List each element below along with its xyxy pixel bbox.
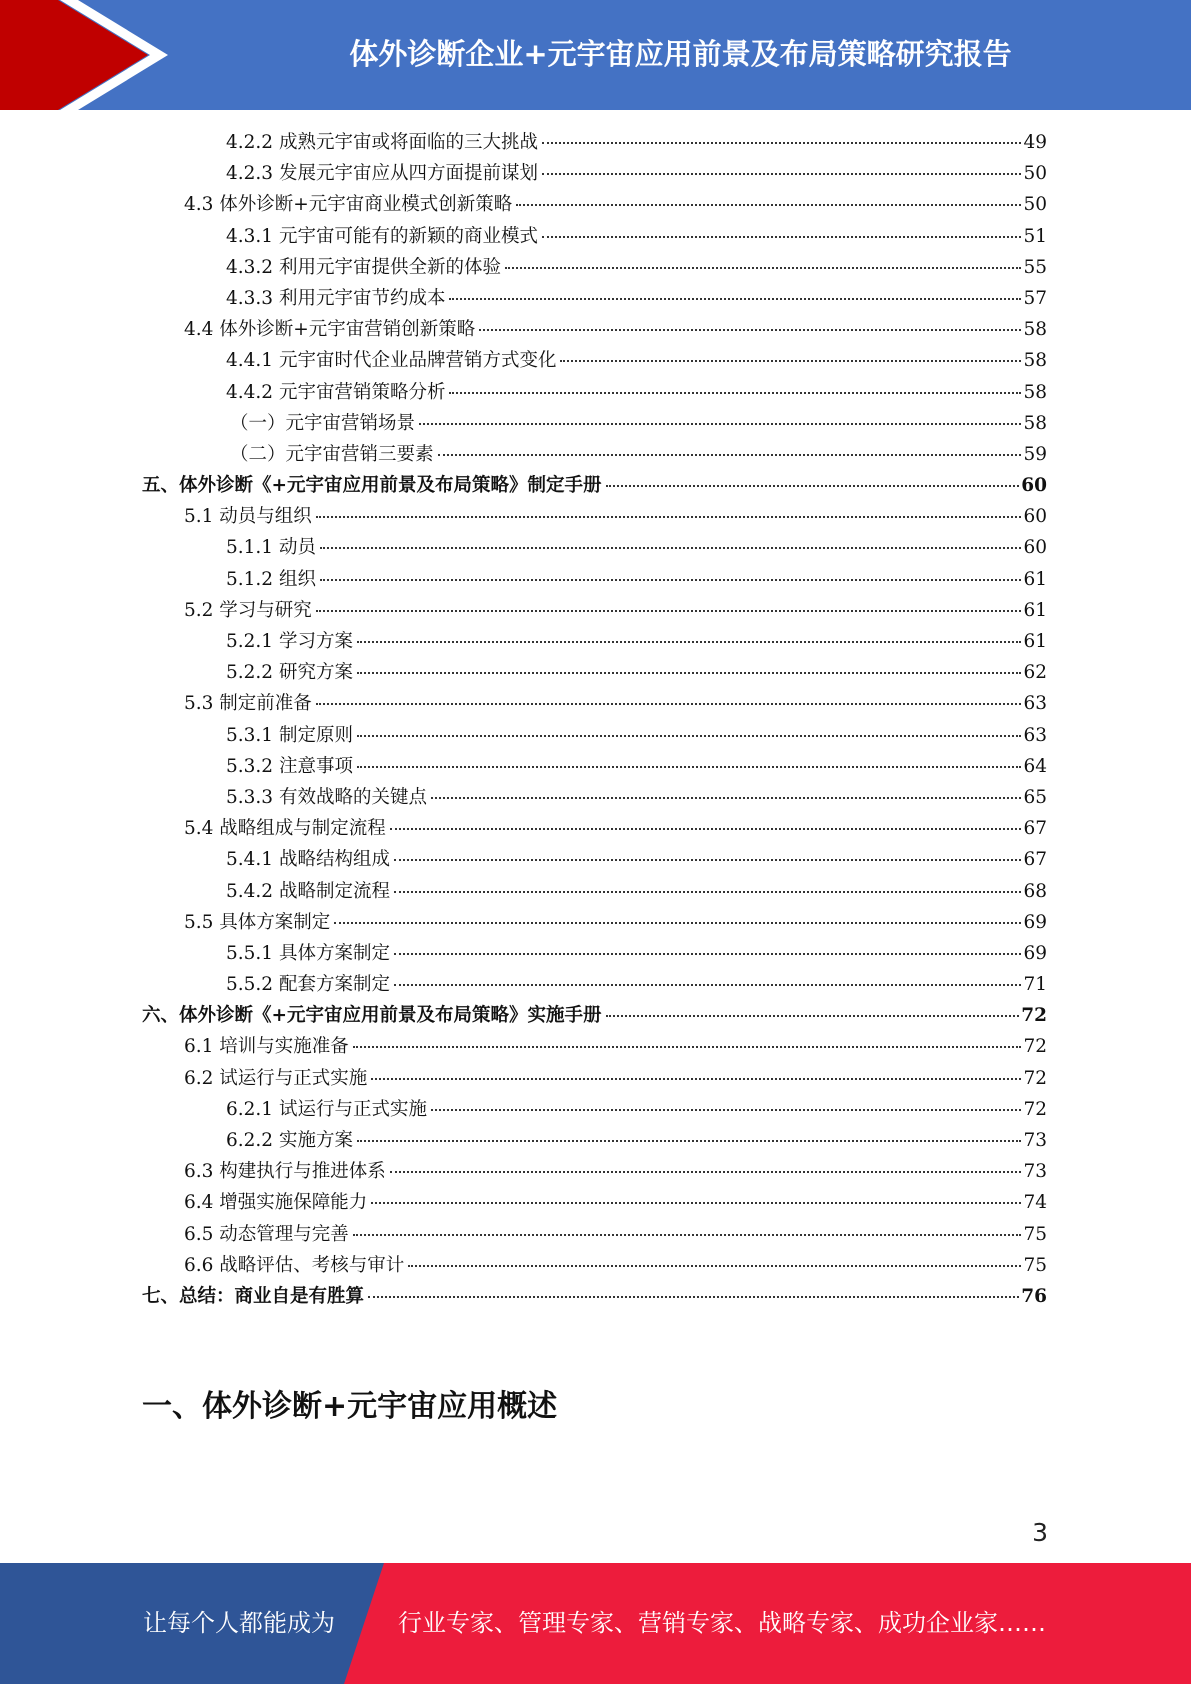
toc-dot-leader [606,485,1020,487]
toc-dot-leader [560,360,1021,362]
toc-entry-title: 五、体外诊断《+元宇宙应用前景及布局策略》制定手册 [142,475,602,497]
toc-entry-title: 5.2.1 学习方案 [226,631,353,652]
toc-dot-leader [368,1296,1019,1298]
toc-entry-title: （二）元宇宙营销三要素 [230,443,434,465]
toc-entry-page: 72 [1023,1098,1047,1120]
page-header [0,0,1191,110]
toc-entry[interactable] [142,408,1047,439]
toc-dot-leader [394,859,1021,861]
toc-entry[interactable] [142,844,1047,875]
toc-entry-title: 七、总结：商业自是有胜算 [142,1285,365,1307]
toc-entry-title: 5.2.2 研究方案 [226,662,353,684]
toc-entry-page: 57 [1023,287,1047,309]
toc-dot-leader [357,766,1022,768]
toc-entry[interactable] [142,1219,1047,1250]
toc-entry[interactable] [142,938,1047,969]
toc-entry-page: 72 [1023,1067,1047,1089]
toc-entry-title: 4.4.1 元宇宙时代企业品牌营销方式变化 [226,350,557,372]
toc-entry-title: 六、体外诊断《+元宇宙应用前景及布局策略》实施手册 [142,1005,602,1027]
toc-entry-page: 62 [1023,662,1047,684]
toc-entry[interactable] [142,1156,1047,1187]
toc-entry[interactable] [142,252,1047,283]
toc-entry[interactable] [142,377,1047,408]
toc-entry[interactable] [142,1000,1047,1031]
toc-entry-title: 6.6 战略评估、考核与审计 [184,1254,405,1276]
toc-entry-page: 72 [1021,1005,1047,1027]
toc-entry[interactable] [142,564,1047,595]
toc-entry-title: 5.3.2 注意事项 [226,755,353,777]
section-heading: 一、体外诊断+元宇宙应用概述 [142,1389,558,1424]
toc-entry[interactable] [142,626,1047,657]
toc-entry-page: 74 [1023,1192,1047,1214]
toc-entry[interactable] [142,720,1047,751]
toc-entry[interactable] [142,501,1047,532]
document-title: 体外诊断企业+元宇宙应用前景及布局策略研究报告 [349,37,1012,71]
toc-entry-title: 5.5.2 配套方案制定 [226,974,390,996]
toc-dot-leader [438,454,1022,456]
toc-entry-page: 58 [1023,381,1047,403]
toc-entry-page: 63 [1023,724,1047,746]
toc-dot-leader [449,298,1021,300]
toc-entry-page: 51 [1023,225,1047,247]
toc-dot-leader [394,953,1021,955]
toc-entry[interactable] [142,283,1047,314]
toc-dot-leader [408,1265,1021,1267]
toc-entry-page: 67 [1023,818,1047,840]
toc-entry-title: 5.3.3 有效战略的关键点 [226,786,427,808]
toc-entry-page: 64 [1023,755,1047,777]
toc-dot-leader [357,1140,1022,1142]
toc-dot-leader [419,423,1021,425]
toc-entry-page: 67 [1023,849,1047,871]
toc-entry-title: 4.3.2 利用元宇宙提供全新的体验 [226,256,501,278]
toc-entry-page: 49 [1023,132,1047,153]
toc-entry[interactable] [142,876,1047,907]
toc-entry-page: 60 [1023,506,1047,528]
toc-dot-leader [371,1078,1021,1080]
toc-entry-title: 4.4 体外诊断+元宇宙营销创新策略 [184,319,476,341]
toc-dot-leader [516,204,1021,206]
toc-entry-page: 73 [1023,1130,1047,1151]
toc-entry-title: 5.3.1 制定原则 [226,724,353,746]
toc-entry-title: 6.2.2 实施方案 [226,1130,353,1151]
toc-entry-page: 55 [1023,256,1047,278]
toc-entry-page: 50 [1023,163,1047,185]
toc-entry-page: 75 [1023,1254,1047,1276]
toc-entry[interactable] [142,595,1047,626]
toc-dot-leader [394,891,1021,893]
toc-entry-title: 4.3.1 元宇宙可能有的新颖的商业模式 [226,225,538,247]
toc-entry-page: 58 [1023,412,1047,434]
toc-entry-page: 75 [1023,1223,1047,1245]
toc-dot-leader [316,516,1022,518]
toc-entry-title: 5.5 具体方案制定 [184,911,331,933]
toc-entry-title: 5.3 制定前准备 [184,693,312,715]
page-number: 3 [1032,1518,1048,1547]
toc-entry[interactable] [142,969,1047,1000]
toc-dot-leader [371,1202,1021,1204]
toc-entry[interactable] [142,657,1047,688]
toc-entry-page: 76 [1021,1285,1047,1307]
toc-entry-page: 72 [1023,1036,1047,1058]
toc-dot-leader [431,1109,1021,1111]
table-of-contents [142,127,1047,1312]
toc-entry[interactable] [142,158,1047,189]
toc-dot-leader [542,173,1021,175]
toc-dot-leader [357,735,1022,737]
toc-entry[interactable] [142,751,1047,782]
toc-entry-title: 6.3 构建执行与推进体系 [184,1161,386,1183]
toc-dot-leader [431,797,1021,799]
toc-dot-leader [606,1015,1020,1017]
toc-dot-leader [316,610,1022,612]
toc-entry-title: 5.5.1 具体方案制定 [226,942,390,964]
toc-entry-title: 6.5 动态管理与完善 [184,1223,349,1245]
toc-entry-page: 50 [1023,194,1047,216]
toc-entry[interactable] [142,221,1047,252]
toc-entry-page: 58 [1023,319,1047,341]
toc-dot-leader [542,142,1021,144]
toc-entry-page: 61 [1023,599,1047,621]
toc-entry-title: 4.2.3 发展元宇宙应从四方面提前谋划 [226,163,538,185]
toc-entry-title: 5.4 战略组成与制定流程 [184,818,386,840]
toc-dot-leader [390,1171,1022,1173]
toc-entry[interactable] [142,688,1047,719]
toc-entry-title: 4.2.2 成熟元宇宙或将面临的三大挑战 [226,132,538,153]
toc-entry-title: （一）元宇宙营销场景 [230,412,416,434]
toc-entry-title: 6.4 增强实施保障能力 [184,1192,368,1214]
toc-entry-page: 63 [1023,693,1047,715]
toc-entry[interactable] [142,1094,1047,1125]
toc-entry-page: 69 [1023,911,1047,933]
toc-entry-page: 59 [1023,443,1047,465]
toc-entry-title: 5.1.1 动员 [226,537,316,559]
toc-entry[interactable] [142,1281,1047,1312]
toc-entry-title: 5.4.1 战略结构组成 [226,849,390,871]
toc-dot-leader [320,547,1022,549]
toc-entry[interactable] [142,439,1047,470]
toc-entry-title: 6.2.1 试运行与正式实施 [226,1098,427,1120]
header-arrow-decoration [0,0,200,110]
toc-entry[interactable] [142,1063,1047,1094]
footer-slogan-left: 让每个人都能成为 [143,1609,335,1637]
toc-entry-page: 65 [1023,786,1047,808]
toc-entry[interactable] [142,127,1047,158]
toc-entry[interactable] [142,782,1047,813]
toc-entry[interactable] [142,1125,1047,1156]
toc-entry-title: 5.1 动员与组织 [184,506,312,528]
toc-entry[interactable] [142,1187,1047,1218]
toc-entry-title: 5.4.2 战略制定流程 [226,880,390,902]
toc-entry[interactable] [142,532,1047,563]
toc-dot-leader [542,236,1021,238]
toc-entry-title: 5.2 学习与研究 [184,599,312,621]
toc-entry-page: 61 [1023,631,1047,652]
page-footer [0,1563,1191,1684]
toc-entry-title: 6.1 培训与实施准备 [184,1036,349,1058]
toc-entry-title: 4.4.2 元宇宙营销策略分析 [226,381,446,403]
toc-dot-leader [390,828,1022,830]
toc-entry[interactable] [142,1031,1047,1062]
toc-entry-page: 71 [1023,974,1047,996]
toc-dot-leader [316,703,1022,705]
toc-entry[interactable] [142,907,1047,938]
toc-entry-page: 69 [1023,942,1047,964]
toc-entry-page: 60 [1023,537,1047,559]
toc-dot-leader [479,329,1021,331]
toc-entry[interactable] [142,813,1047,844]
toc-dot-leader [334,922,1021,924]
toc-entry-title: 6.2 试运行与正式实施 [184,1067,368,1089]
toc-entry[interactable] [142,189,1047,220]
toc-dot-leader [353,1234,1022,1236]
toc-entry-page: 73 [1023,1161,1047,1183]
toc-dot-leader [320,579,1022,581]
toc-entry[interactable] [142,1250,1047,1281]
toc-dot-leader [353,1046,1022,1048]
toc-entry-page: 60 [1021,475,1047,497]
toc-dot-leader [394,984,1021,986]
toc-entry-page: 58 [1023,350,1047,372]
toc-dot-leader [505,267,1021,269]
toc-entry-page: 61 [1023,568,1047,590]
toc-dot-leader [449,392,1021,394]
toc-entry[interactable] [142,314,1047,345]
toc-entry-title: 4.3 体外诊断+元宇宙商业模式创新策略 [184,194,513,216]
toc-dot-leader [357,641,1022,643]
toc-entry-title: 5.1.2 组织 [226,568,316,590]
toc-entry[interactable] [142,470,1047,501]
toc-entry-title: 4.3.3 利用元宇宙节约成本 [226,287,446,309]
footer-slogan-right: 行业专家、管理专家、营销专家、战略专家、成功企业家…… [398,1609,1046,1637]
toc-dot-leader [357,672,1022,674]
toc-entry-page: 68 [1023,880,1047,902]
toc-entry[interactable] [142,345,1047,376]
